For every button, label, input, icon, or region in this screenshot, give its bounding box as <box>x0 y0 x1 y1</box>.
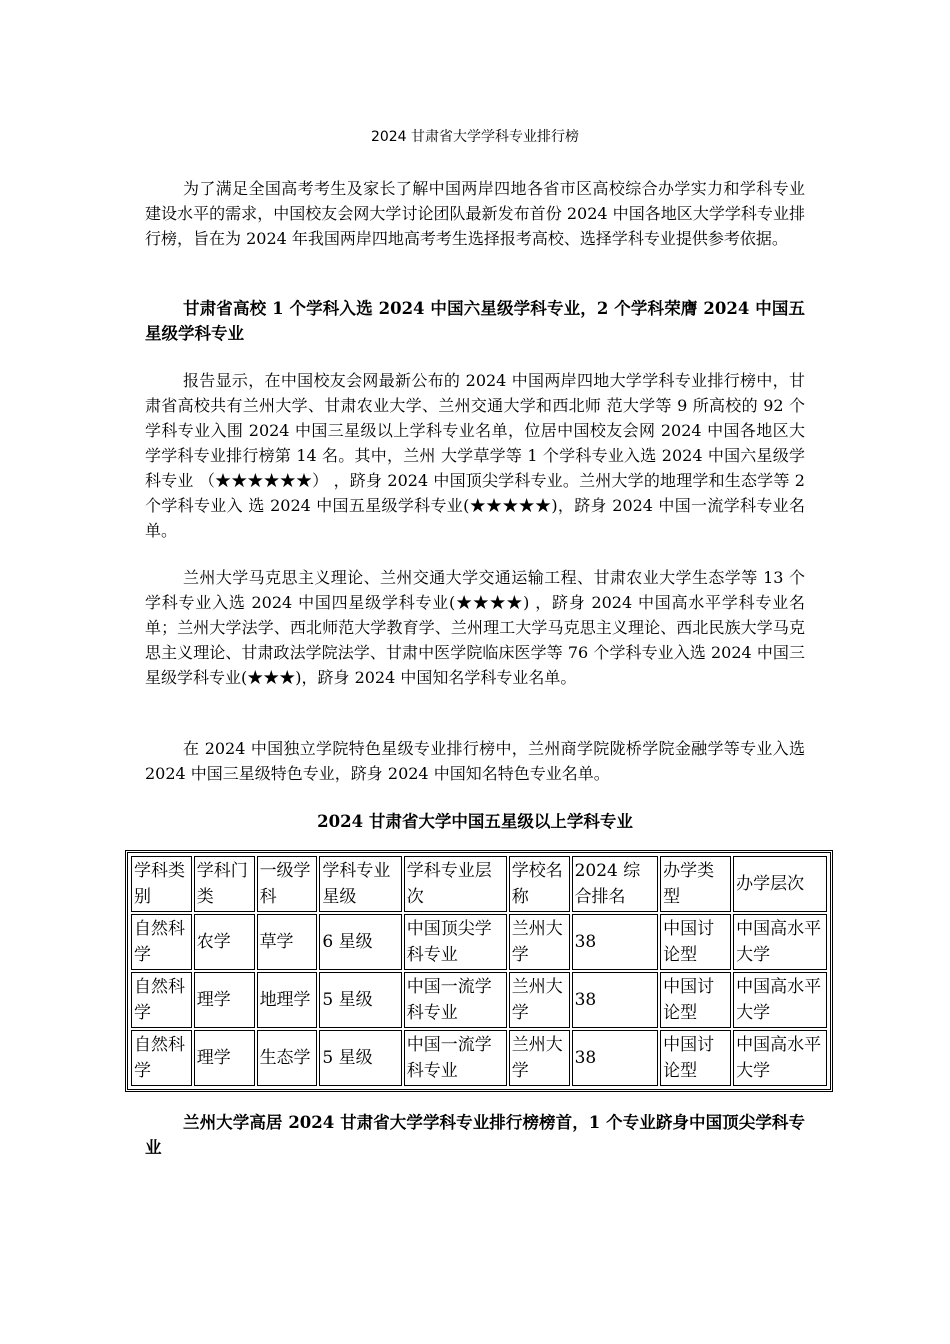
report-paragraph: 报告显示，在中国校友会网最新公布的 2024 中国两岸四地大学学科专业排行榜中，甘肃省高校共有兰州大学、甘肃农业大学、兰州交通大学和西北师 范大学等 9 所高校的 92 个学科专业入围 2024 中国三星级以上学科专业名单，位居中国校友会网 2024 中国各地区大学学科专业排行榜第 14 名。其中，兰州 大学草学等 1 个学科专业入选 2024 中国六星级学科专业 （★★★★★★） ，跻身 2024 中国顶尖学科专业。兰州大学的地理学和生态学等 2 个学科专业入 选 2024 中国五星级学科专业(★★★★★)，跻身 2024 中国一流学科专业名单。 <box>145 371 805 540</box>
table-cell: 中国讨论型 <box>660 1030 731 1086</box>
table-row <box>131 1030 827 1086</box>
table-cell: 中国一流学科专业 <box>404 1030 507 1086</box>
header-cell: 学科专业星级 <box>319 856 401 912</box>
header-cell: 2024 综合排名 <box>572 856 659 912</box>
table-cell: 中国高水平大学 <box>733 914 827 970</box>
table-cell: 6 星级 <box>319 914 401 970</box>
header-cell: 一级学科 <box>257 856 318 912</box>
ranking-table <box>129 854 829 1088</box>
intro-paragraph: 为了满足全国高考考生及家长了解中国两岸四地各省市区高校综合办学实力和学科专业建设水平的需求，中国校友会网大学讨论团队最新发布首份 2024 中国各地区大学学科专业排行榜，旨在为 2024 年我国两岸四地高考考生选择报考高校、选择学科专业提供参考依据。 <box>145 179 805 248</box>
table-cell: 自然科学 <box>131 914 192 970</box>
table-row <box>131 972 827 1028</box>
table-cell: 中国顶尖学科专业 <box>404 914 507 970</box>
table-cell: 兰州大学 <box>509 1030 570 1086</box>
document-title: 2024 甘肃省大学学科专业排行榜 <box>370 129 580 145</box>
ranking-table-frame <box>125 850 833 1092</box>
table-cell: 草学 <box>257 914 318 970</box>
section-heading-1: 甘肃省高校 1 个学科入选 2024 中国六星级学科专业，2 个学科荣膺 2024 中国五星级学科专业 <box>145 299 805 343</box>
table-header-row <box>131 856 827 912</box>
table-cell: 5 星级 <box>319 972 401 1028</box>
table-row <box>131 914 827 970</box>
table-cell: 38 <box>572 914 659 970</box>
table-cell: 兰州大学 <box>509 972 570 1028</box>
table-cell: 自然科学 <box>131 972 192 1028</box>
table-cell: 中国高水平大学 <box>733 1030 827 1086</box>
table-cell: 地理学 <box>257 972 318 1028</box>
header-cell: 学科门类 <box>194 856 255 912</box>
header-cell: 办学类型 <box>660 856 731 912</box>
section-heading-2: 兰州大学高居 2024 甘肃省大学学科专业排行榜榜首，1 个专业跻身中国顶尖学科专业 <box>145 1113 805 1157</box>
table-cell: 兰州大学 <box>509 914 570 970</box>
table-cell: 中国高水平大学 <box>733 972 827 1028</box>
table-cell: 38 <box>572 972 659 1028</box>
header-cell: 学校名称 <box>509 856 570 912</box>
independent-college-paragraph: 在 2024 中国独立学院特色星级专业排行榜中，兰州商学院陇桥学院金融学等专业入选 2024 中国三星级特色专业，跻身 2024 中国知名特色专业名单。 <box>145 739 805 783</box>
header-cell: 学科专业层次 <box>404 856 507 912</box>
table-cell: 农学 <box>194 914 255 970</box>
table-cell: 自然科学 <box>131 1030 192 1086</box>
table-cell: 理学 <box>194 972 255 1028</box>
table-cell: 38 <box>572 1030 659 1086</box>
header-cell: 学科类别 <box>131 856 192 912</box>
table-cell: 生态学 <box>257 1030 318 1086</box>
table-cell: 中国讨论型 <box>660 914 731 970</box>
table-title: 2024 甘肃省大学中国五星级以上学科专业 <box>317 812 633 831</box>
table-cell: 理学 <box>194 1030 255 1086</box>
table-cell: 中国讨论型 <box>660 972 731 1028</box>
header-cell: 办学层次 <box>733 856 827 912</box>
table-cell: 中国一流学科专业 <box>404 972 507 1028</box>
table-cell: 5 星级 <box>319 1030 401 1086</box>
four-star-paragraph: 兰州大学马克思主义理论、兰州交通大学交通运输工程、甘肃农业大学生态学等 13 个学科专业入选 2024 中国四星级学科专业(★★★★) ，跻身 2024 中国高水平学科专业名单；兰州大学法学、西北师范大学教育学、兰州理工大学马克思主义理论、西北民族大学马克思主义理论、甘肃政法学院法学、甘肃中医学院临床医学等 76 个学科专业入选 2024 中国三星级学科专业(★★★)，跻身 2024 中国知名学科专业名单。 <box>145 568 805 687</box>
